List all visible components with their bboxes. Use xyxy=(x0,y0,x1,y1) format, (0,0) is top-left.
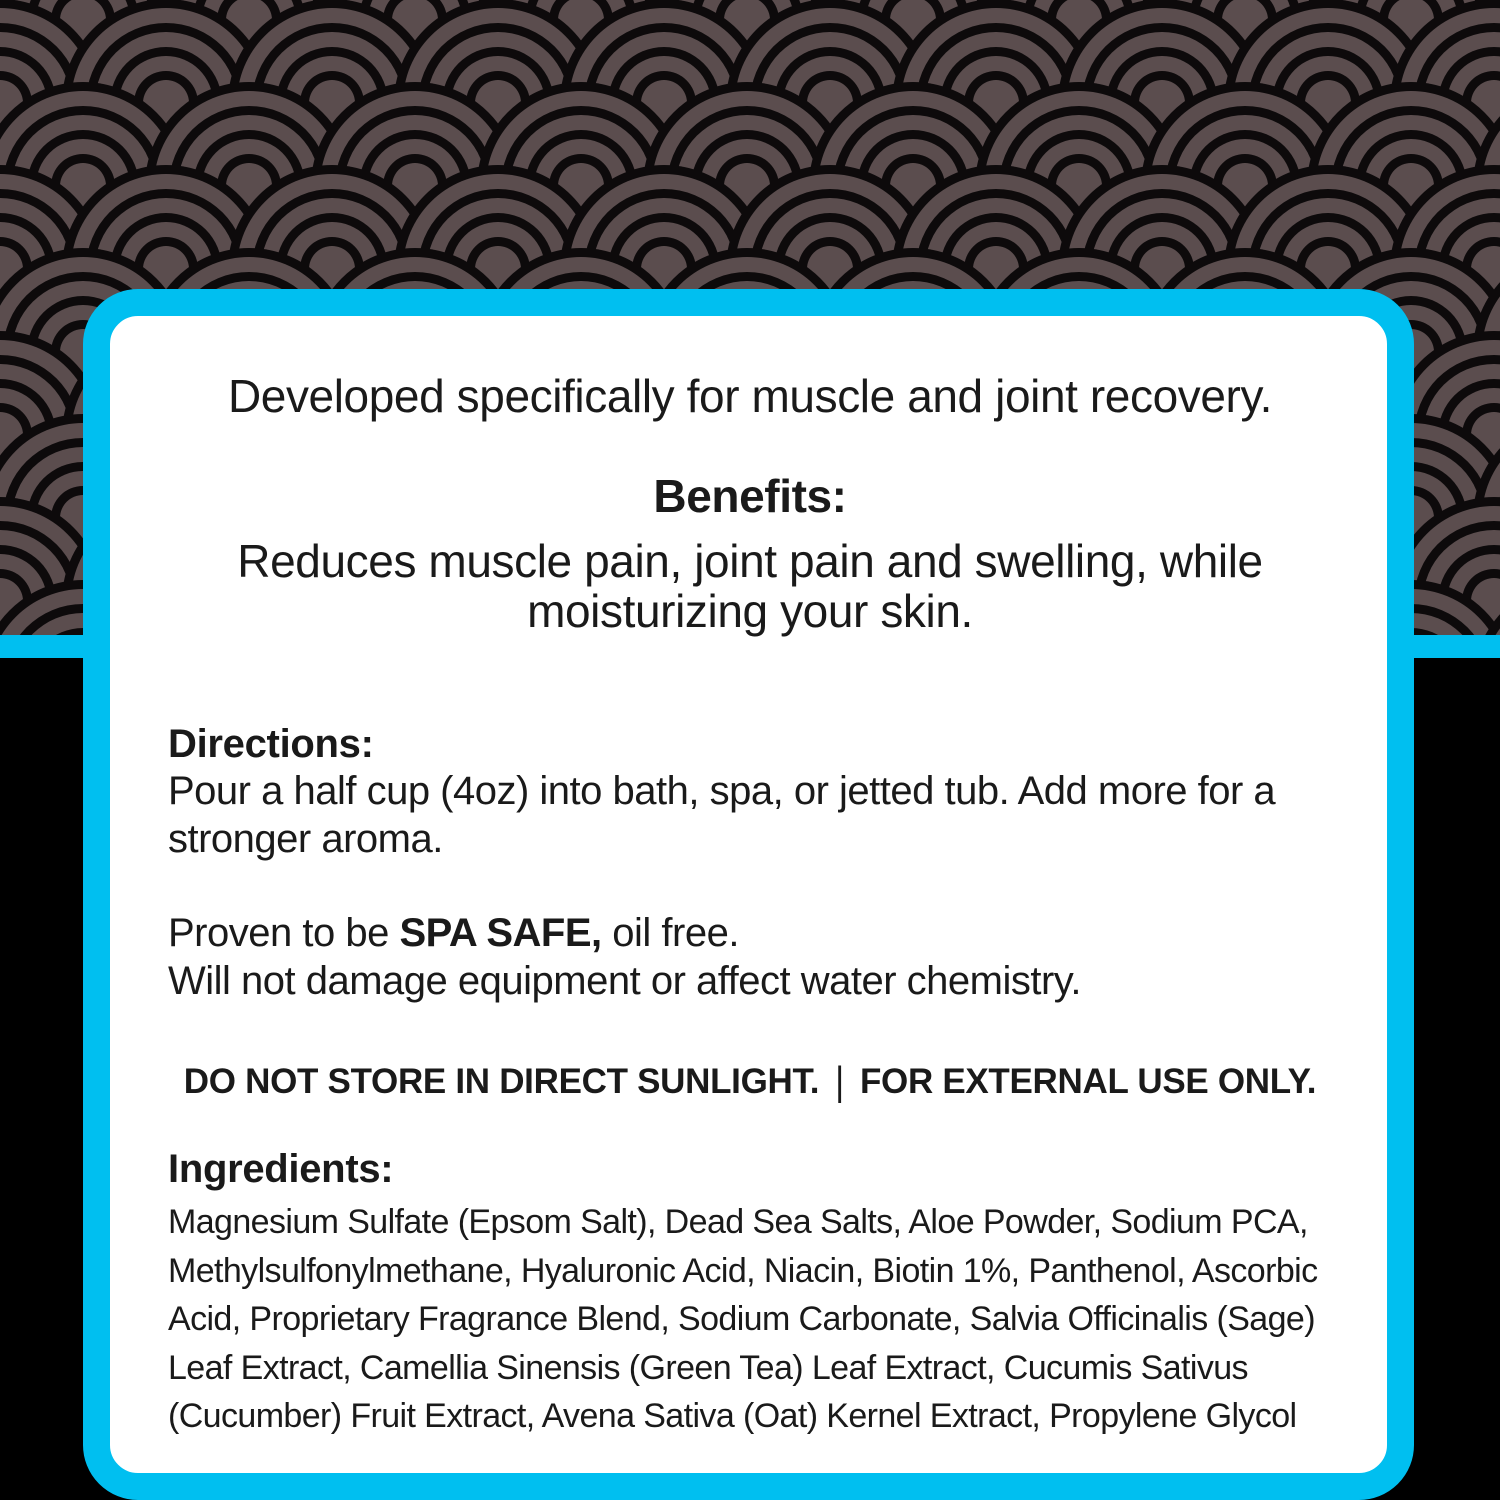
directions-line-2: stronger aroma. xyxy=(168,817,443,861)
ingredients-list xyxy=(168,1198,1317,1441)
directions-line-1: Pour a half cup (4oz) into bath, spa, or jetted tub. Add more for a xyxy=(168,769,1276,813)
spa-safe-line-2: Will not damage equipment or affect water chemistry. xyxy=(168,959,1081,1003)
directions-body xyxy=(168,767,1275,863)
ingredients-line-4: Leaf Extract, Camellia Sinensis (Green Tea) Leaf Extract, Cucumis Sativus xyxy=(168,1348,1248,1387)
ingredients-heading: Ingredients: xyxy=(168,1147,394,1191)
ingredients-line-2: Methylsulfonylmethane, Hyaluronic Acid, Niacin, Biotin 1%, Panthenol, Ascorbic xyxy=(168,1251,1318,1290)
ingredients-line-1: Magnesium Sulfate (Epsom Salt), Dead Sea Salts, Aloe Powder, Sodium PCA, xyxy=(168,1203,1308,1241)
headline-text: Developed specifically for muscle and joint recovery. xyxy=(227,370,1273,422)
benefits-line-2: moisturizing your skin. xyxy=(527,585,973,637)
spa-safe-bold: SPA SAFE, xyxy=(399,911,602,955)
benefits-heading: Benefits: xyxy=(653,470,847,522)
warning-separator: | xyxy=(835,1059,844,1104)
spa-safe-suffix: oil free. xyxy=(601,911,739,955)
benefits-body xyxy=(110,536,1390,636)
benefits-line-1: Reduces muscle pain, joint pain and swelling, while xyxy=(237,535,1263,587)
spa-safe-note xyxy=(168,909,1081,1005)
ingredients-line-3: Acid, Proprietary Fragrance Blend, Sodium Carbonate, Salvia Officinalis (Sage) xyxy=(168,1300,1315,1338)
ingredients-line-5: (Cucumber) Fruit Extract, Avena Sativa (Oat) Kernel Extract, Propylene Glycol xyxy=(168,1397,1297,1435)
warning-line xyxy=(110,1059,1390,1104)
directions-heading: Directions: xyxy=(168,722,374,766)
spa-safe-prefix: Proven to be xyxy=(168,911,400,955)
warning-part-1: DO NOT STORE IN DIRECT SUNLIGHT. xyxy=(183,1062,820,1101)
warning-part-2: FOR EXTERNAL USE ONLY. xyxy=(859,1062,1317,1101)
